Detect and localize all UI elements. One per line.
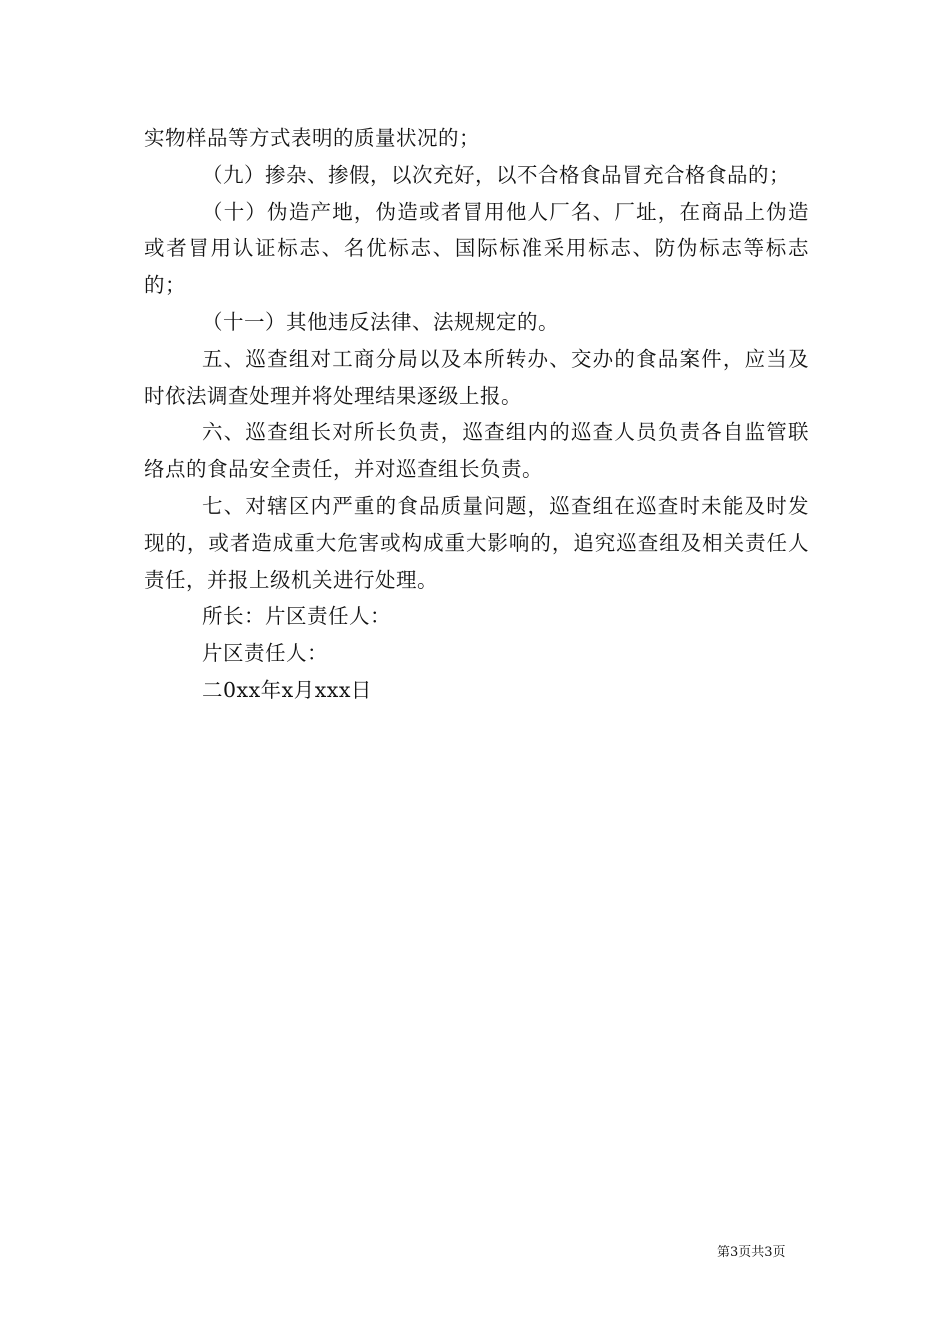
paragraph-section-5: 五、巡查组对工商分局以及本所转办、交办的食品案件，应当及时依法调查处理并将处理结果逐级上报。 <box>144 346 809 408</box>
document-date: 二0xx年x月xxx日 <box>202 677 372 702</box>
paragraph-section-6: 六、巡查组长对所长负责，巡查组内的巡查人员负责各自监管联络点的食品安全责任，并对巡查组长负责。 <box>144 420 809 482</box>
paragraph-section-7: 七、对辖区内严重的食品质量问题，巡查组在巡查时未能及时发现的，或者造成重大危害或构成重大影响的，追究巡查组及相关责任人责任，并报上级机关进行处理。 <box>144 493 809 592</box>
signature-director: 所长：片区责任人： <box>202 604 391 629</box>
paragraph-continuation: 实物样品等方式表明的质量状况的； <box>144 126 480 150</box>
paragraph-item-10: （十）伪造产地，伪造或者冒用他人厂名、厂址，在商品上伪造或者冒用认证标志、名优标志、国际标准采用标志、防伪标志等标志的； <box>144 199 809 298</box>
page-number-footer: 第3页共3页 <box>717 1245 786 1260</box>
signature-district-manager: 片区责任人： <box>202 641 328 666</box>
paragraph-item-9: （九）掺杂、掺假，以次充好，以不合格食品冒充合格食品的； <box>202 162 790 187</box>
document-body <box>144 120 809 709</box>
paragraph-item-11: （十一）其他违反法律、法规规定的。 <box>202 309 559 334</box>
